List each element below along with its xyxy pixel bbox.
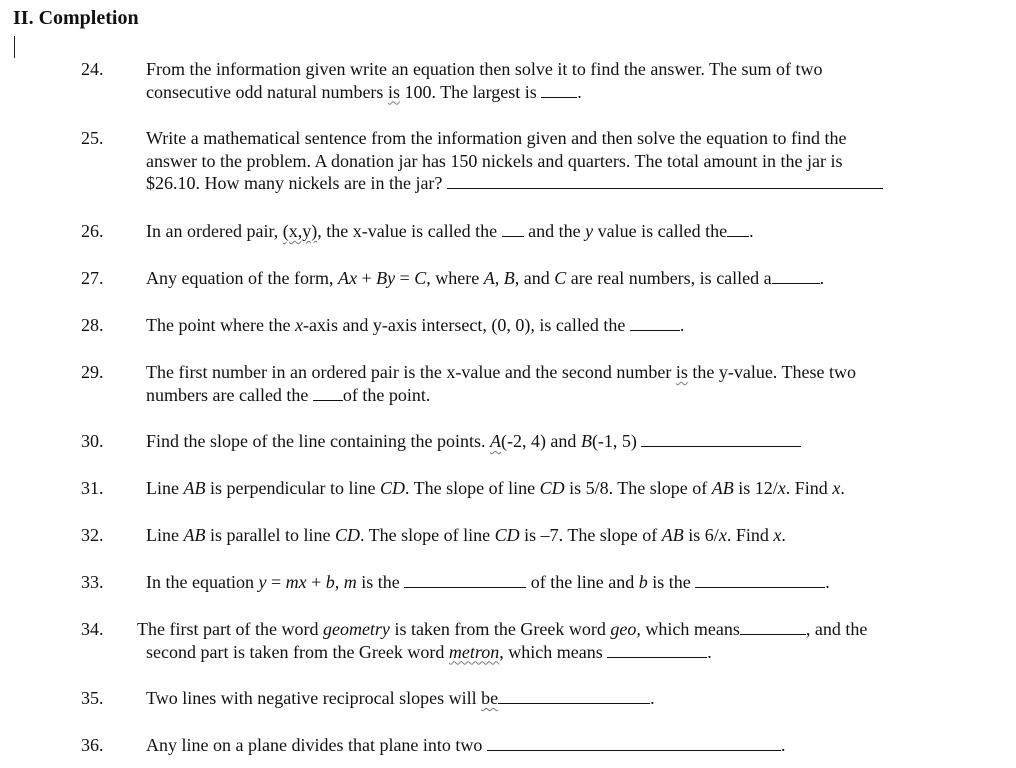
- question-text: Any equation of the form, Ax + By = C, where A, B, and C are real numbers, is called a .: [146, 268, 825, 288]
- answer-blank[interactable]: [313, 384, 343, 401]
- question-text: The first number in an ordered pair is the x-value and the second number is the y-value. These two numbers are called the of the point.: [146, 362, 856, 405]
- answer-blank[interactable]: [502, 220, 524, 237]
- question-text: From the information given write an equation then solve it to find the answer. The sum of two consecutive odd natural numbers is 100. The largest is .: [146, 59, 823, 102]
- answer-blank[interactable]: [772, 267, 820, 284]
- question-text: In the equation y = mx + b, m is the of the line and b is the .: [146, 572, 830, 592]
- answer-blank[interactable]: [498, 687, 650, 704]
- question-number: 25.: [81, 128, 104, 148]
- answer-blank[interactable]: [541, 81, 577, 98]
- answer-blank[interactable]: [695, 571, 825, 588]
- question-number: 26.: [81, 221, 104, 241]
- answer-blank[interactable]: [630, 314, 680, 331]
- answer-blank[interactable]: [641, 430, 801, 447]
- answer-blank[interactable]: [404, 571, 526, 588]
- question-text: The point where the x-axis and y-axis intersect, (0, 0), is called the .: [146, 315, 685, 335]
- question-number: 33.: [81, 572, 104, 592]
- question-text: Two lines with negative reciprocal slopes will be .: [146, 688, 655, 708]
- question-text: Line AB is perpendicular to line CD. The slope of line CD is 5/8. The slope of AB is 12/x. Find x.: [146, 478, 845, 498]
- question-number: 35.: [81, 688, 104, 708]
- question-text: The first part of the word geometry is taken from the Greek word geo, which means , and the second part is taken from the Greek word metron, which means .: [137, 619, 868, 662]
- question-text: Write a mathematical sentence from the information given and then solve the equation to find the answer to the problem. A donation jar has 150 nickels and quarters. The total amount in the jar is $26.10. How many nickels are in the jar?: [146, 127, 883, 195]
- section-title: II. Completion: [13, 7, 139, 29]
- answer-blank[interactable]: [740, 618, 806, 635]
- question-number: 32.: [81, 525, 104, 545]
- answer-blank[interactable]: [727, 220, 749, 237]
- question-number: 36.: [81, 735, 104, 755]
- question-text: Any line on a plane divides that plane into two .: [146, 735, 786, 755]
- question-text: Line AB is parallel to line CD. The slope of line CD is –7. The slope of AB is 6/x. Find x.: [146, 525, 786, 545]
- question-number: 27.: [81, 268, 104, 288]
- question-number: 28.: [81, 315, 104, 335]
- question-number: 30.: [81, 431, 104, 451]
- answer-blank[interactable]: [487, 734, 781, 751]
- question-text: In an ordered pair, (x,y), the x-value is called the and the y value is called the .: [146, 221, 754, 241]
- text-cursor: [14, 36, 15, 58]
- question-number: 31.: [81, 478, 104, 498]
- question-number: 24.: [81, 59, 104, 79]
- question-number: 29.: [81, 362, 104, 382]
- answer-blank[interactable]: [607, 641, 707, 658]
- question-text: Find the slope of the line containing the points. A(-2, 4) and B(-1, 5): [146, 430, 801, 453]
- question-number: 34.: [81, 619, 104, 639]
- answer-blank[interactable]: [447, 172, 883, 189]
